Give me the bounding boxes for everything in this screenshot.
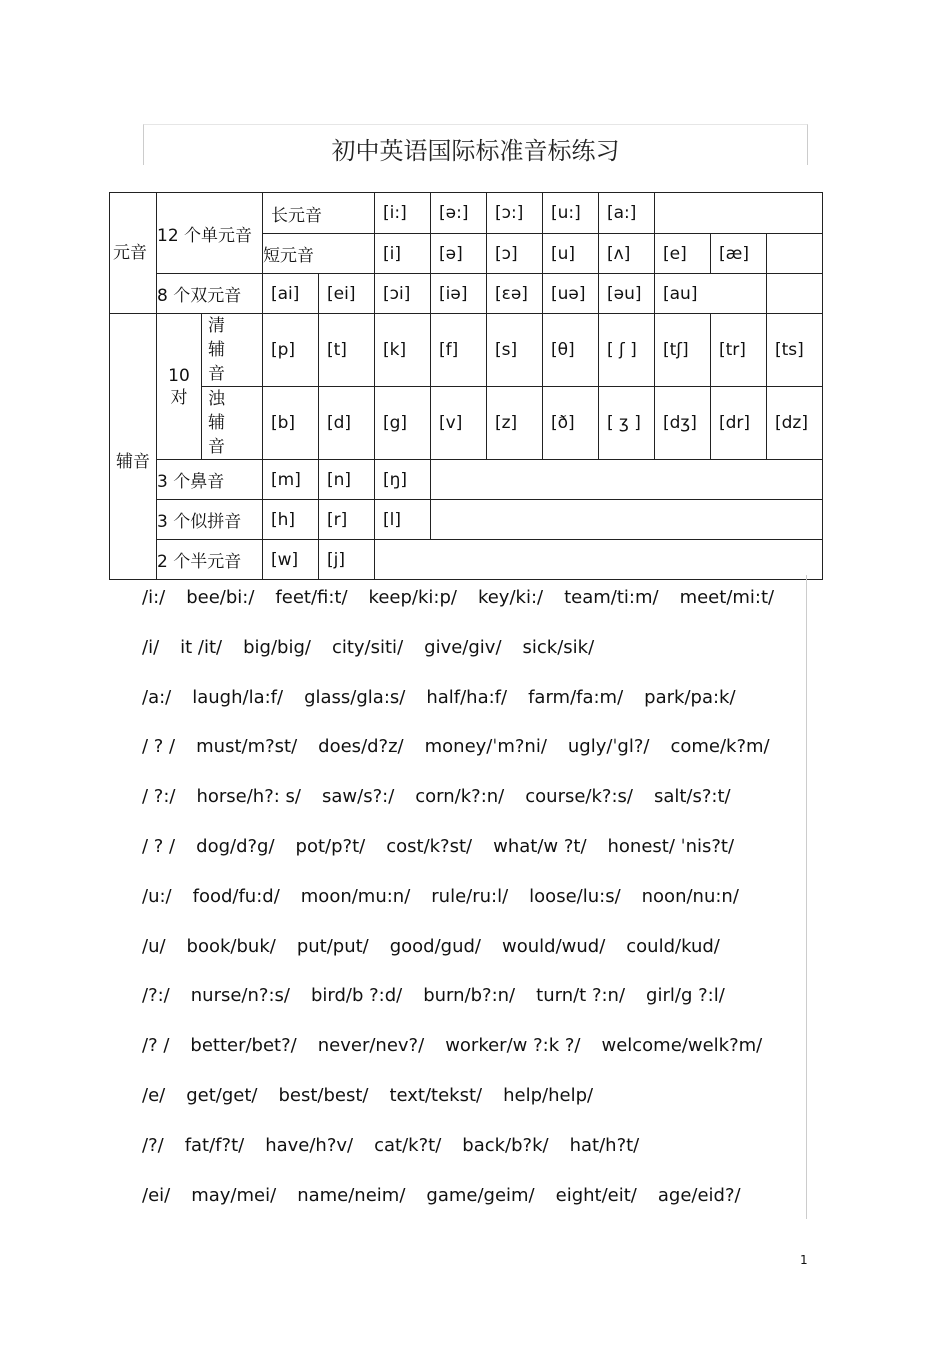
- example-word: welcome/welk?m/: [601, 1035, 763, 1057]
- phoneme-cell: [s]: [487, 314, 543, 387]
- page-title: 初中英语国际标准音标练习: [331, 137, 620, 165]
- phoneme-cell: [e]: [655, 234, 711, 274]
- example-word: back/b?k/: [462, 1134, 549, 1156]
- phoneme-cell: [m]: [263, 460, 319, 500]
- phoneme-cell: [u]: [543, 234, 599, 274]
- example-word: what/w ?t/: [493, 835, 587, 857]
- phoneme-cell: [u:]: [543, 193, 599, 234]
- example-list: [142, 575, 807, 1219]
- example-line: [142, 874, 806, 924]
- phoneme-cell: [iə]: [431, 274, 487, 314]
- example-word: salt/s?:t/: [653, 786, 731, 808]
- example-word: noon/nu:n/: [641, 885, 739, 907]
- example-word: honest/ ˈnis?t/: [607, 835, 735, 857]
- example-word: put/put/: [296, 935, 369, 957]
- phoneme-cell: [ɔi]: [375, 274, 431, 314]
- phoneme-cell: [r]: [319, 500, 375, 540]
- phoneme-cell: [h]: [263, 500, 319, 540]
- example-word: food/fu:d/: [192, 885, 280, 907]
- phoneme-symbol: /? /: [142, 1035, 170, 1057]
- monophthong-label: 12 个单元音: [157, 193, 263, 274]
- example-word: city/siti/: [331, 636, 404, 658]
- example-word: come/k?m/: [670, 736, 770, 758]
- example-word: turn/t ?:n/: [536, 985, 626, 1007]
- example-word: eight/eit/: [555, 1184, 637, 1206]
- phoneme-symbol: /e/: [142, 1084, 166, 1106]
- phoneme-symbol: /ei/: [142, 1184, 171, 1206]
- example-word: may/mei/: [191, 1184, 277, 1206]
- phoneme-symbol: /?:/: [142, 985, 170, 1007]
- example-word: must/m?st/: [196, 736, 298, 758]
- long-vowel-label: 长元音: [263, 193, 375, 234]
- example-word: loose/lu:s/: [529, 885, 621, 907]
- phoneme-cell: [v]: [431, 387, 487, 460]
- example-line: [142, 774, 806, 824]
- phoneme-cell: [ɔ:]: [487, 193, 543, 234]
- example-line: [142, 675, 806, 725]
- phoneme-cell: [ɔ]: [487, 234, 543, 274]
- semivowel-row: [110, 540, 823, 580]
- example-word: bird/b ?:d/: [310, 985, 403, 1007]
- phoneme-cell: [w]: [263, 540, 319, 580]
- example-line: [142, 1073, 806, 1123]
- approximant-label: 3 个似拼音: [157, 500, 263, 540]
- example-word: age/eid?/: [657, 1184, 741, 1206]
- phoneme-cell: [ð]: [543, 387, 599, 460]
- phoneme-symbol: / ?:/: [142, 786, 176, 808]
- phoneme-cell: [ə:]: [431, 193, 487, 234]
- example-word: sick/sik/: [522, 636, 595, 658]
- example-word: corn/k?:n/: [415, 786, 505, 808]
- phoneme-cell: [i]: [375, 234, 431, 274]
- phoneme-symbol: /i/: [142, 636, 160, 658]
- phoneme-cell: [k]: [375, 314, 431, 387]
- example-word: book/buk/: [186, 935, 276, 957]
- example-word: glass/gla:s/: [304, 686, 406, 708]
- phoneme-cell: [j]: [319, 540, 375, 580]
- example-word: girl/g ?:l/: [646, 985, 725, 1007]
- example-word: saw/s?:/: [322, 786, 395, 808]
- diphthong-row: [110, 274, 823, 314]
- phoneme-symbol: / ? /: [142, 736, 176, 758]
- example-word: team/ti:m/: [564, 587, 659, 608]
- example-word: bee/bi:/: [186, 587, 255, 608]
- example-word: keep/ki:p/: [368, 587, 457, 608]
- example-word: cat/k?t/: [374, 1134, 442, 1156]
- phoneme-cell: [t]: [319, 314, 375, 387]
- empty-cell: [767, 274, 823, 314]
- voiceless-label: 清 辅 音: [202, 314, 263, 387]
- empty-cell: [767, 234, 823, 274]
- phoneme-cell: [ts]: [767, 314, 823, 387]
- empty-cell: [431, 500, 823, 540]
- phonetic-table: [109, 192, 823, 580]
- phoneme-cell: [ŋ]: [375, 460, 431, 500]
- example-word: good/gud/: [389, 935, 481, 957]
- phoneme-symbol: /u/: [142, 935, 166, 957]
- example-word: moon/mu:n/: [300, 885, 411, 907]
- phoneme-cell: [tr]: [711, 314, 767, 387]
- phoneme-cell: [p]: [263, 314, 319, 387]
- page-number: 1: [800, 1253, 808, 1267]
- approximant-row: [110, 500, 823, 540]
- phoneme-cell: [ɛə]: [487, 274, 543, 314]
- phoneme-cell: [æ]: [711, 234, 767, 274]
- example-word: have/h?v/: [265, 1134, 354, 1156]
- example-line: [142, 575, 806, 625]
- example-word: half/ha:f/: [426, 686, 508, 708]
- example-word: better/bet?/: [190, 1035, 297, 1057]
- voiced-row: [110, 387, 823, 460]
- phoneme-cell: [i:]: [375, 193, 431, 234]
- phoneme-cell: [au]: [655, 274, 767, 314]
- empty-cell: [431, 460, 823, 500]
- pairs-label: 10 对: [157, 314, 202, 460]
- example-word: big/big/: [243, 636, 311, 658]
- example-word: money/ˈm?ni/: [424, 736, 547, 758]
- phoneme-cell: [uə]: [543, 274, 599, 314]
- phoneme-cell: [ ʃ ]: [599, 314, 655, 387]
- phoneme-cell: [ʌ]: [599, 234, 655, 274]
- voiced-label: 浊 辅 音: [202, 387, 263, 460]
- nasal-label: 3 个鼻音: [157, 460, 263, 500]
- example-word: feet/fi:t/: [275, 587, 348, 608]
- title-box: [143, 124, 808, 165]
- phoneme-cell: [dr]: [711, 387, 767, 460]
- example-word: would/wud/: [502, 935, 606, 957]
- example-line: [142, 924, 806, 974]
- consonant-label: 辅音: [110, 314, 157, 580]
- example-word: key/ki:/: [477, 587, 544, 608]
- phoneme-cell: [a:]: [599, 193, 655, 234]
- short-vowel-label: 短元音: [263, 234, 375, 274]
- example-word: help/help/: [503, 1084, 594, 1106]
- example-word: best/best/: [278, 1084, 369, 1106]
- example-word: worker/w ?:k ?/: [445, 1035, 581, 1057]
- phoneme-cell: [b]: [263, 387, 319, 460]
- example-line: [142, 1023, 806, 1073]
- example-word: horse/h?: s/: [196, 786, 301, 808]
- example-word: rule/ru:l/: [431, 885, 509, 907]
- phoneme-cell: [n]: [319, 460, 375, 500]
- example-line: [142, 1173, 806, 1223]
- example-word: it /it/: [180, 636, 223, 658]
- empty-cell: [375, 540, 823, 580]
- nasal-row: [110, 460, 823, 500]
- empty-cell: [655, 193, 823, 234]
- phoneme-cell: [ ʒ ]: [599, 387, 655, 460]
- example-line: [142, 724, 806, 774]
- phoneme-cell: [d]: [319, 387, 375, 460]
- example-word: fat/f?t/: [184, 1134, 245, 1156]
- example-word: nurse/n?:s/: [190, 985, 290, 1007]
- example-word: name/neim/: [297, 1184, 406, 1206]
- example-word: farm/fa:m/: [528, 686, 624, 708]
- phoneme-symbol: /u:/: [142, 885, 172, 907]
- phoneme-cell: [f]: [431, 314, 487, 387]
- example-line: [142, 1123, 806, 1173]
- semivowel-label: 2 个半元音: [157, 540, 263, 580]
- phoneme-cell: [l]: [375, 500, 431, 540]
- phoneme-cell: [tʃ]: [655, 314, 711, 387]
- example-word: game/geim/: [426, 1184, 535, 1206]
- example-word: cost/k?st/: [386, 835, 473, 857]
- example-word: pot/p?t/: [295, 835, 366, 857]
- diphthong-label: 8 个双元音: [157, 274, 263, 314]
- phoneme-cell: [dz]: [767, 387, 823, 460]
- phoneme-symbol: /i:/: [142, 587, 166, 608]
- vowel-label: 元音: [110, 193, 157, 314]
- phoneme-cell: [ə]: [431, 234, 487, 274]
- example-line: [142, 824, 806, 874]
- example-word: text/tekst/: [389, 1084, 483, 1106]
- phoneme-symbol: /?/: [142, 1134, 164, 1156]
- example-word: park/pa:k/: [644, 686, 736, 708]
- phoneme-symbol: / ? /: [142, 835, 176, 857]
- example-word: meet/mi:t/: [679, 587, 775, 608]
- example-word: could/kud/: [626, 935, 720, 957]
- example-line: [142, 973, 806, 1023]
- long-vowel-row: [110, 193, 823, 234]
- example-word: get/get/: [186, 1084, 258, 1106]
- example-word: hat/h?t/: [569, 1134, 640, 1156]
- phoneme-cell: [dʒ]: [655, 387, 711, 460]
- phoneme-cell: [əu]: [599, 274, 655, 314]
- example-word: give/giv/: [424, 636, 502, 658]
- phoneme-cell: [θ]: [543, 314, 599, 387]
- example-word: does/d?z/: [318, 736, 404, 758]
- example-word: ugly/ˈgl?/: [567, 736, 650, 758]
- example-line: [142, 625, 806, 675]
- phoneme-cell: [g]: [375, 387, 431, 460]
- phoneme-cell: [ai]: [263, 274, 319, 314]
- phoneme-cell: [z]: [487, 387, 543, 460]
- example-word: laugh/la:f/: [192, 686, 284, 708]
- example-word: dog/d?g/: [196, 835, 275, 857]
- phoneme-cell: [ei]: [319, 274, 375, 314]
- voiceless-row: [110, 314, 823, 387]
- example-word: burn/b?:n/: [423, 985, 516, 1007]
- example-word: never/nev?/: [317, 1035, 425, 1057]
- phoneme-symbol: /a:/: [142, 686, 172, 708]
- example-word: course/k?:s/: [525, 786, 633, 808]
